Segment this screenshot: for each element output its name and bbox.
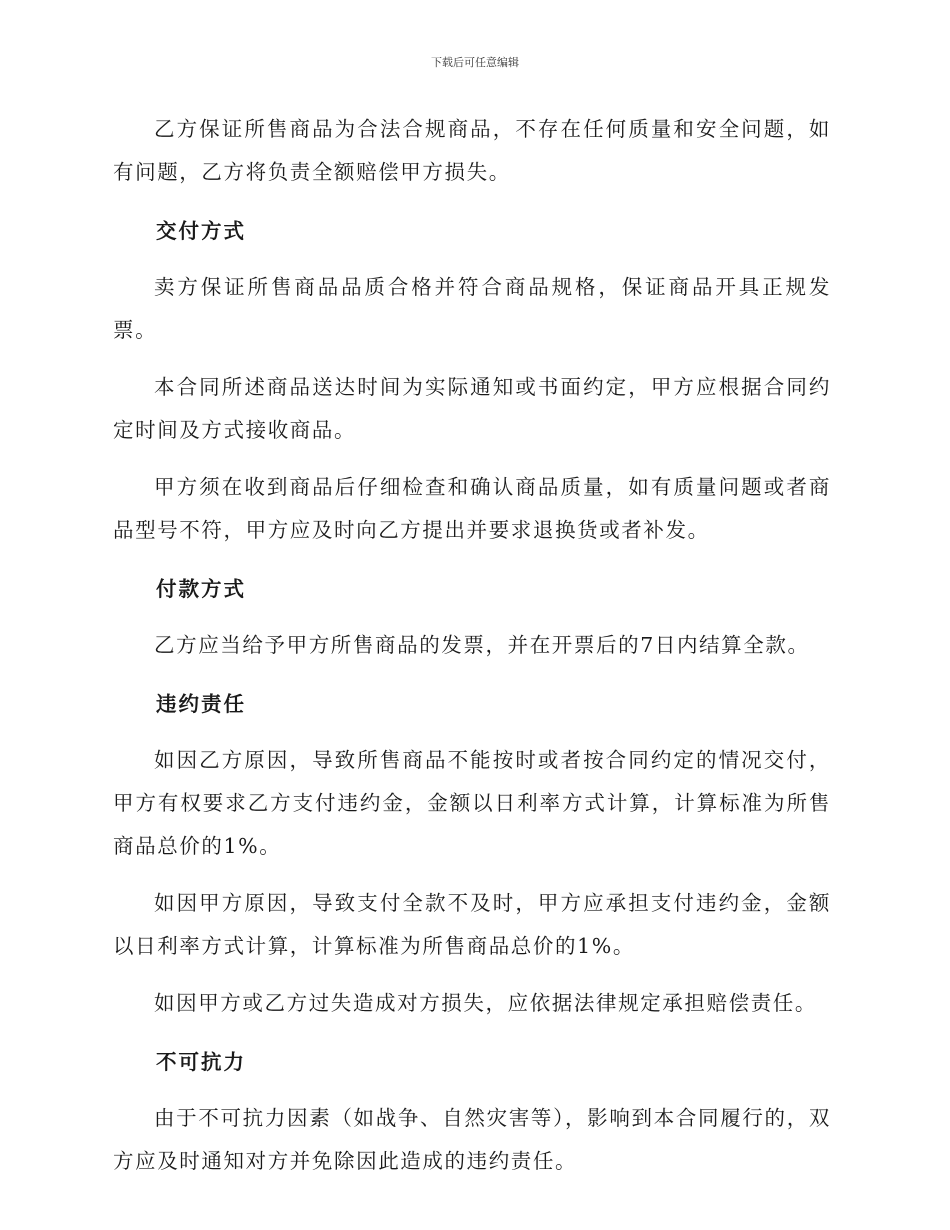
paragraph-force-majeure: 由于不可抗力因素（如战争、自然灾害等），影响到本合同履行的，双方应及时通知对方并免除因此造成的违约责任。 [113, 1106, 831, 1173]
page-header: 下载后可任意编辑 [431, 56, 519, 69]
section-heading-breach: 违约责任 [156, 692, 246, 716]
paragraph-quality-guarantee: 乙方保证所售商品为合法合规商品，不存在任何质量和安全问题，如有问题，乙方将负责全额赔偿甲方损失。 [113, 117, 831, 184]
paragraph-fault-liability: 如因甲方或乙方过失造成对方损失，应依据法律规定承担赔偿责任。 [154, 991, 817, 1015]
document-body [113, 108, 831, 1197]
section-heading-force-majeure: 不可抗力 [156, 1050, 246, 1074]
paragraph-product-quality: 卖方保证所售商品品质合格并符合商品规格，保证商品开具正规发票。 [113, 275, 831, 342]
section-heading-delivery: 交付方式 [156, 219, 246, 243]
section-heading-payment: 付款方式 [156, 577, 246, 601]
paragraph-delivery-time: 本合同所述商品送达时间为实际通知或书面约定，甲方应根据合同约定时间及方式接收商品。 [113, 375, 831, 442]
paragraph-inspection: 甲方须在收到商品后仔细检查和确认商品质量，如有质量问题或者商品型号不符，甲方应及时向乙方提出并要求退换货或者补发。 [113, 475, 831, 542]
paragraph-seller-breach: 如因乙方原因，导致所售商品不能按时或者按合同约定的情况交付，甲方有权要求乙方支付违约金，金额以日利率方式计算，计算标准为所售商品总价的1%。 [113, 748, 831, 858]
paragraph-invoice-settlement: 乙方应当给予甲方所售商品的发票，并在开票后的7日内结算全款。 [154, 633, 810, 657]
paragraph-buyer-breach: 如因甲方原因，导致支付全款不及时，甲方应承担支付违约金，金额以日利率方式计算，计算标准为所售商品总价的1%。 [113, 891, 831, 958]
